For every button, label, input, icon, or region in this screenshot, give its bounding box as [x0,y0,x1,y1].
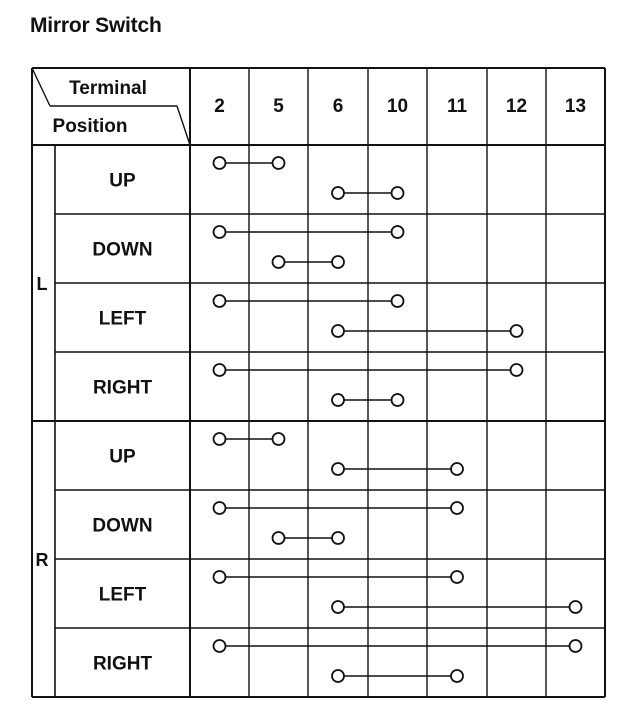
terminal-node [451,463,463,475]
terminal-number-6: 6 [332,96,344,117]
terminal-node [214,502,226,514]
terminal-node [214,157,226,169]
position-label-l-down: DOWN [92,239,153,261]
terminal-node [392,394,404,406]
terminal-number-2: 2 [214,96,225,117]
position-label-r-right: RIGHT [92,653,153,675]
position-label-l-right: RIGHT [92,377,153,399]
terminal-node [511,325,523,337]
terminal-node [273,433,285,445]
terminal-node [570,640,582,652]
terminal-node [214,433,226,445]
terminal-node [451,502,463,514]
terminal-node [214,295,226,307]
position-label-r-down: DOWN [92,515,153,537]
connection-6-11 [332,463,463,475]
terminal-node [214,364,226,376]
position-label-r-up: UP [109,446,136,468]
terminal-node [332,325,344,337]
diagram-title: Mirror Switch [30,14,162,37]
terminal-header-label: Terminal [69,78,147,99]
group-label-r: R [35,550,49,570]
terminal-node [273,157,285,169]
terminal-node [332,532,344,544]
terminal-number-11: 11 [446,96,468,117]
terminal-node [511,364,523,376]
group-label-l: L [36,274,48,294]
terminal-node [332,394,344,406]
connection-2-13 [214,640,582,652]
terminal-node [214,571,226,583]
terminal-node [214,640,226,652]
terminal-node [332,256,344,268]
terminal-node [451,571,463,583]
connection-2-11 [214,571,464,583]
terminal-node [332,187,344,199]
terminal-node [273,532,285,544]
terminal-node [332,670,344,682]
terminal-node [392,187,404,199]
terminal-node [570,601,582,613]
terminal-node [392,295,404,307]
connection-6-11 [332,670,463,682]
terminal-number-13: 13 [564,96,587,117]
connection-6-13 [332,601,582,613]
terminal-node [392,226,404,238]
position-label-r-left: LEFT [98,584,147,606]
header-diagonal [177,106,190,145]
header-diagonal [32,68,50,106]
terminal-number-10: 10 [386,96,409,117]
terminal-node [332,463,344,475]
terminal-number-12: 12 [505,96,528,117]
terminal-node [273,256,285,268]
position-label-l-up: UP [109,170,136,192]
connection-2-11 [214,502,464,514]
terminal-number-5: 5 [273,96,284,117]
position-label-l-left: LEFT [98,308,147,330]
terminal-node [451,670,463,682]
position-header-label: Position [52,116,128,137]
terminal-node [332,601,344,613]
terminal-node [214,226,226,238]
table-header [32,68,586,145]
